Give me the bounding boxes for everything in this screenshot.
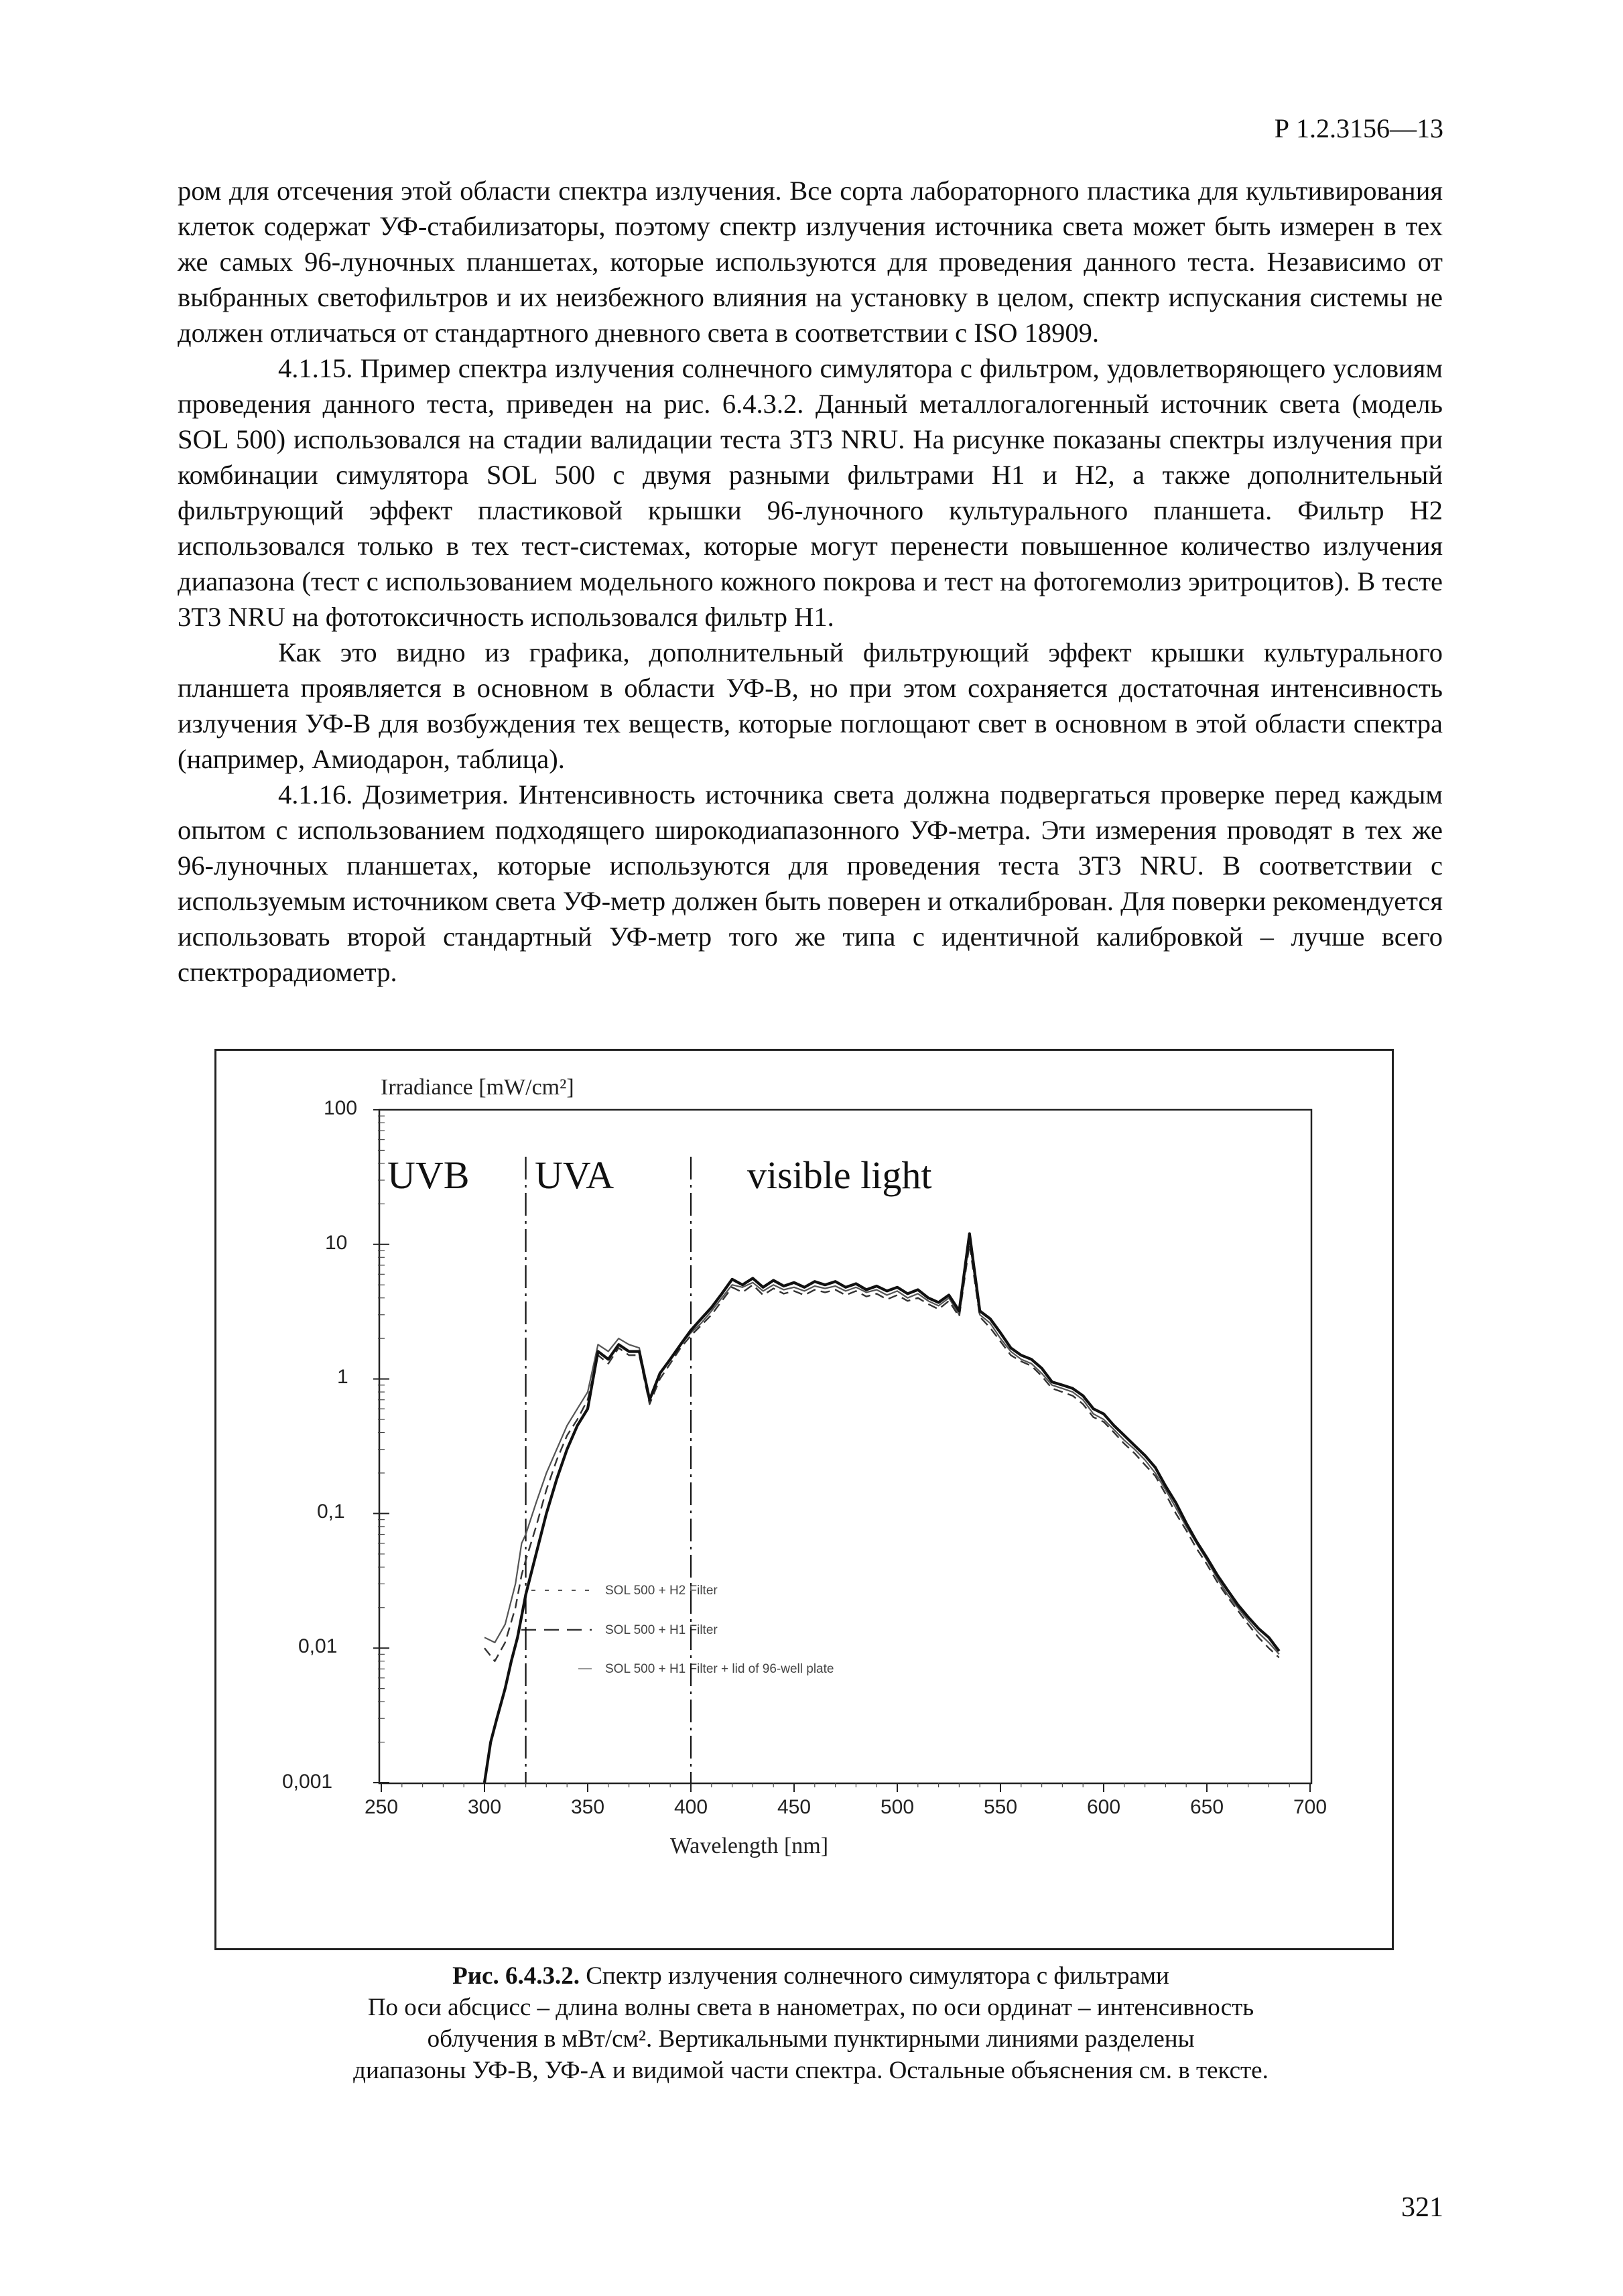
y-tick-label: 0,1 [317,1501,345,1523]
y-axis-title: Irradiance [mW/cm²] [381,1075,574,1100]
paragraph: 4.1.16. Дозиметрия. Интенсивность источника света должна подвергаться проверке перед каждым опытом с использованием подходящего широкодиапазонного УФ-метра. Эти измерения проводят в тех же 96-луночных планшетах, которые используются для проведения теста 3Т3 NRU. В соответствии с используемым источником света УФ-метр должен быть поверен и откалиброван. Для поверки рекомендуется использовать второй стандартный УФ-метр того же типа с идентичной калибровкой – лучше всего спектрорадиометр. [178,779,1443,987]
body-text [178,173,1443,990]
series-line-3 [484,1234,1279,1783]
plot-area [379,1110,1311,1783]
region-label-visible: visible light [747,1153,932,1197]
series-line-1 [484,1239,1279,1655]
x-axis-title: Wavelength [nm] [669,1834,829,1858]
x-tick-label: 600 [1086,1796,1121,1818]
y-tick-label: 100 [324,1097,358,1119]
x-tick-label: 250 [364,1796,399,1818]
legend [521,1584,834,1676]
figure-frame [214,1049,1394,1950]
page-number: 321 [1401,2192,1443,2223]
caption-line: облучения в мВт/см². Вертикальными пунктирными линиями разделены [427,2025,1195,2053]
x-tick-label: 400 [673,1796,708,1818]
caption-line: диапазоны УФ-В, УФ-А и видимой части спектра. Остальные объяснения см. в тексте. [353,2057,1269,2084]
series-line-2 [484,1245,1279,1661]
caption-line: По оси абсцисс – длина волны света в нанометрах, по оси ординат – интенсивность [367,1994,1254,2021]
legend-label-h2: SOL 500 + H2 Filter [605,1584,718,1598]
y-tick-label: 0,01 [298,1635,338,1657]
figure-caption [201,1960,1421,2086]
paragraph: 4.1.15. Пример спектра излучения солнечного симулятора с фильтром, удовлетворяющего условиям проведения данного теста, приведен на рис. 6.4.3.2. Данный металлогалогенный источник света (модель SOL 500) использовался на стадии валидации теста 3Т3 NRU. На рисунке показаны спектры излучения при комбинации симулятора SOL 500 с двумя разными фильтрами H1 и H2, а также дополнительный фильтрующий эффект пластиковой крышки 96-луночного культурального планшета. Фильтр H2 использовался только в тех тест-системах, которые могут перенести повышенное количество излучения диапазона (тест с использованием модельного кожного покрова и тест на фотогемолиз эритроцитов). В тесте 3Т3 NRU на фототоксичность использовался фильтр H1. [178,353,1443,632]
x-tick-label: 450 [777,1796,812,1818]
x-tick-label: 300 [467,1796,502,1818]
spectrum-chart [216,1051,1392,1948]
region-label-uva: UVA [535,1153,614,1197]
x-tick-label: 700 [1293,1796,1327,1818]
caption-title: Спектр излучения солнечного симулятора с фильтрами [586,1962,1169,1990]
x-tick-label: 350 [570,1796,605,1818]
document-code: Р 1.2.3156—13 [1274,113,1443,143]
x-tick-label: 550 [983,1796,1018,1818]
legend-label-h1: SOL 500 + H1 Filter [605,1623,718,1637]
y-tick-label: 1 [337,1366,348,1388]
region-label-uvb: UVB [387,1153,470,1197]
y-tick-label: 10 [325,1232,348,1254]
caption-label: Рис. 6.4.3.2. [452,1962,580,1990]
paragraph: ром для отсечения этой области спектра излучения. Все сорта лабораторного пластика для культивирования клеток содержат УФ-стабилизаторы, поэтому спектр излучения источника света может быть измерен в тех же самых 96-луночных планшетах, которые используются для проведения данного теста. Независимо от выбранных светофильтров и их неизбежного влияния на установку в целом, спектр испускания системы не должен отличаться от стандартного дневного света в соответствии с ISO 18909. [178,176,1443,348]
y-tick-label: 0,001 [282,1771,333,1793]
caption-title-line [201,1960,1421,1992]
legend-label-lid: SOL 500 + H1 Filter + lid of 96-well plate [605,1662,834,1676]
paragraph: Как это видно из графика, дополнительный фильтрующий эффект крышки культурального планшета проявляется в основном в области УФ-В, но при этом сохраняется достаточная интенсивность излучения УФ-В для возбуждения тех веществ, которые поглощают свет в основном в этой области спектра (например, Амиодарон, таблица). [178,637,1443,774]
x-tick-label: 500 [880,1796,915,1818]
x-tick-label: 650 [1189,1796,1224,1818]
